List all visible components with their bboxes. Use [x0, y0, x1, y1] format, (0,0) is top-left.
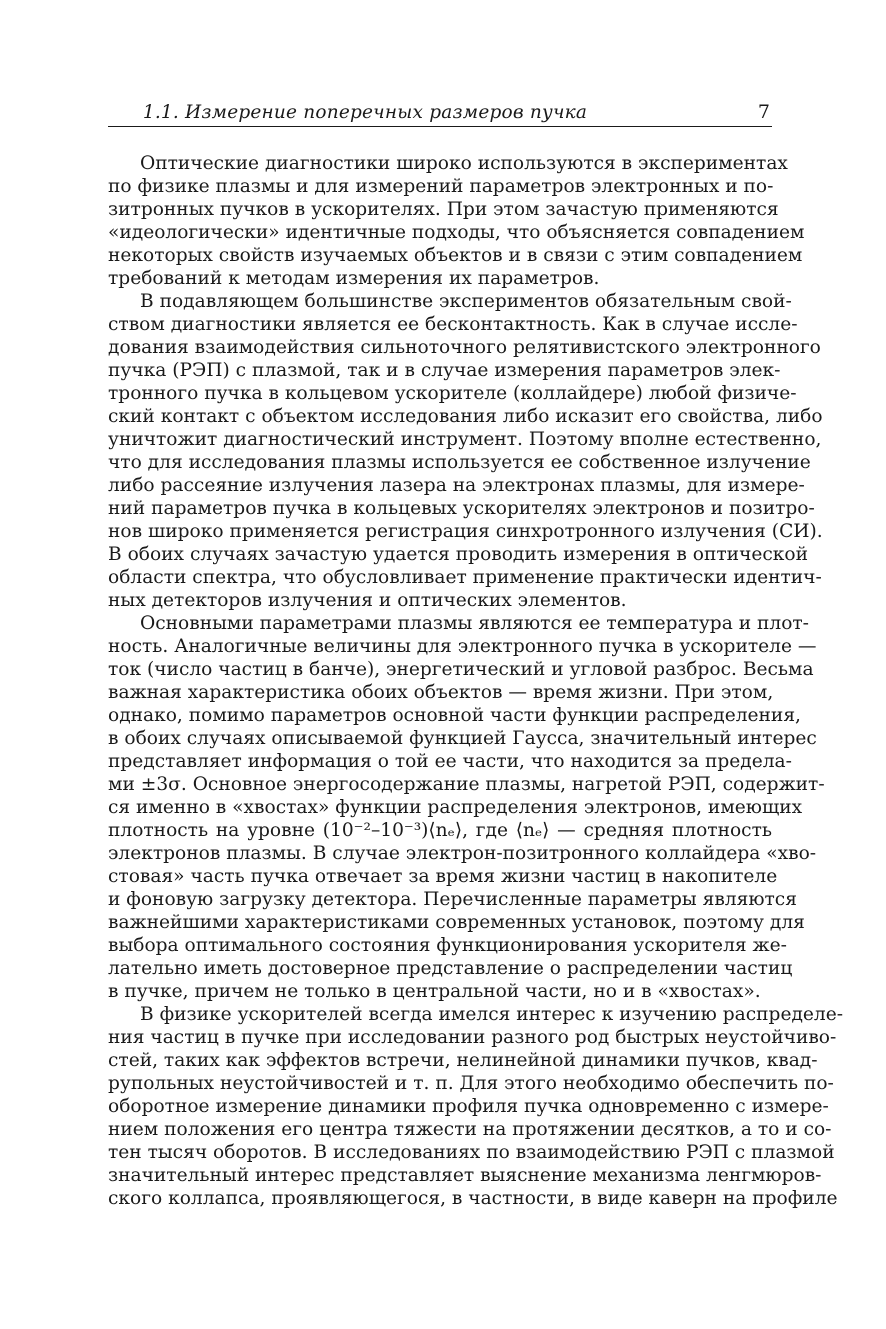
text-line: ством диагностики является ее бесконтактность. Как в случае иссле- [108, 314, 798, 335]
text-line: либо рассеяние излучения лазера на электронах плазмы, для измере- [108, 475, 805, 496]
body-text [108, 152, 844, 1210]
text-line: области спектра, что обусловливает применение практически идентич- [108, 567, 822, 588]
text-line: Основными параметрами плазмы являются ее температура и плот- [140, 613, 809, 634]
page-number: 7 [757, 101, 770, 123]
text-line: ся именно в «хвостах» функции распределения электронов, имеющих [108, 797, 803, 818]
text-line: В подавляющем большинстве экспериментов обязательным свой- [140, 291, 792, 312]
text-line: значительный интерес представляет выяснение механизма ленгмюров- [108, 1165, 822, 1186]
text-line: стей, таких как эффектов встречи, нелинейной динамики пучков, квад- [108, 1050, 818, 1071]
paragraph [108, 1003, 844, 1210]
text-line: выбора оптимального состояния функционирования ускорителя же- [108, 935, 787, 956]
text-line: оборотное измерение динамики профиля пучка одновременно с измере- [108, 1096, 829, 1117]
paragraph [108, 152, 805, 290]
text-line: некоторых свойств изучаемых объектов и в связи с этим совпадением [108, 245, 803, 266]
paragraph [108, 612, 825, 1003]
text-line: пучка (РЭП) с плазмой, так и в случае измерения параметров элек- [108, 360, 781, 381]
text-line: тронного пучка в кольцевом ускорителе (коллайдере) любой физиче- [108, 383, 797, 404]
text-line: тен тысяч оборотов. В исследованиях по взаимодействию РЭП с плазмой [108, 1142, 835, 1163]
text-line: зитронных пучков в ускорителях. При этом зачастую применяются [108, 199, 779, 220]
text-line: требований к методам измерения их параметров. [108, 268, 600, 289]
text-line: по физике плазмы и для измерений параметров электронных и по- [108, 176, 774, 197]
text-line: однако, помимо параметров основной части функции распределения, [108, 705, 801, 726]
text-line: ми ±3σ. Основное энергосодержание плазмы, нагретой РЭП, содержит- [108, 774, 825, 795]
text-line: ность. Аналогичные величины для электронного пучка в ускорителе — [108, 636, 817, 657]
text-line: в обоих случаях описываемой функцией Гаусса, значительный интерес [108, 728, 817, 749]
text-line: важнейшими характеристиками современных установок, поэтому для [108, 912, 805, 933]
text-line: «идеологически» идентичные подходы, что объясняется совпадением [108, 222, 805, 243]
text-line: и фоновую загрузку детектора. Перечисленные параметры являются [108, 889, 797, 910]
text-line: важная характеристика обоих объектов — время жизни. При этом, [108, 682, 774, 703]
text-line: В физике ускорителей всегда имелся интерес к изучению распределе- [140, 1004, 844, 1025]
text-line: ский контакт с объектом исследования либо исказит его свойства, либо [108, 406, 823, 427]
paragraph [108, 290, 823, 612]
text-line: плотность на уровне (10⁻²–10⁻³)⟨nₑ⟩, где ⟨nₑ⟩ — средняя плотность [108, 820, 772, 841]
text-line: В обоих случаях зачастую удается проводить измерения в оптической [108, 544, 808, 565]
text-line: электронов плазмы. В случае электрон-позитронного коллайдера «хво- [108, 843, 817, 864]
text-line: нием положения его центра тяжести на протяжении десятков, а то и со- [108, 1119, 832, 1140]
running-header [108, 100, 772, 127]
text-line: ний параметров пучка в кольцевых ускорителях электронов и позитро- [108, 498, 815, 519]
text-line: ния частиц в пучке при исследовании разного род быстрых неустойчиво- [108, 1027, 837, 1048]
text-line: уничтожит диагностический инструмент. Поэтому вполне естественно, [108, 429, 822, 450]
running-title: 1.1. Измерение поперечных размеров пучка [142, 102, 588, 123]
text-line: в пучке, причем не только в центральной части, но и в «хвостах». [108, 981, 761, 1002]
text-line: нов широко применяется регистрация синхротронного излучения (СИ). [108, 521, 823, 542]
text-line: Оптические диагностики широко используются в экспериментах [140, 153, 788, 174]
text-line: представляет информация о той ее части, что находится за предела- [108, 751, 792, 772]
text-line: дования взаимодействия сильноточного релятивистского электронного [108, 337, 821, 358]
text-line: что для исследования плазмы используется ее собственное излучение [108, 452, 811, 473]
text-line: ток (число частиц в банче), энергетический и угловой разброс. Весьма [108, 659, 814, 680]
text-line: стовая» часть пучка отвечает за время жизни частиц в накопителе [108, 866, 778, 887]
text-line: ского коллапса, проявляющегося, в частности, в виде каверн на профиле [108, 1188, 838, 1209]
text-line: ных детекторов излучения и оптических элементов. [108, 590, 627, 611]
text-line: рупольных неустойчивостей и т. п. Для этого необходимо обеспечить по- [108, 1073, 834, 1094]
text-line: лательно иметь достоверное представление о распределении частиц [108, 958, 793, 979]
